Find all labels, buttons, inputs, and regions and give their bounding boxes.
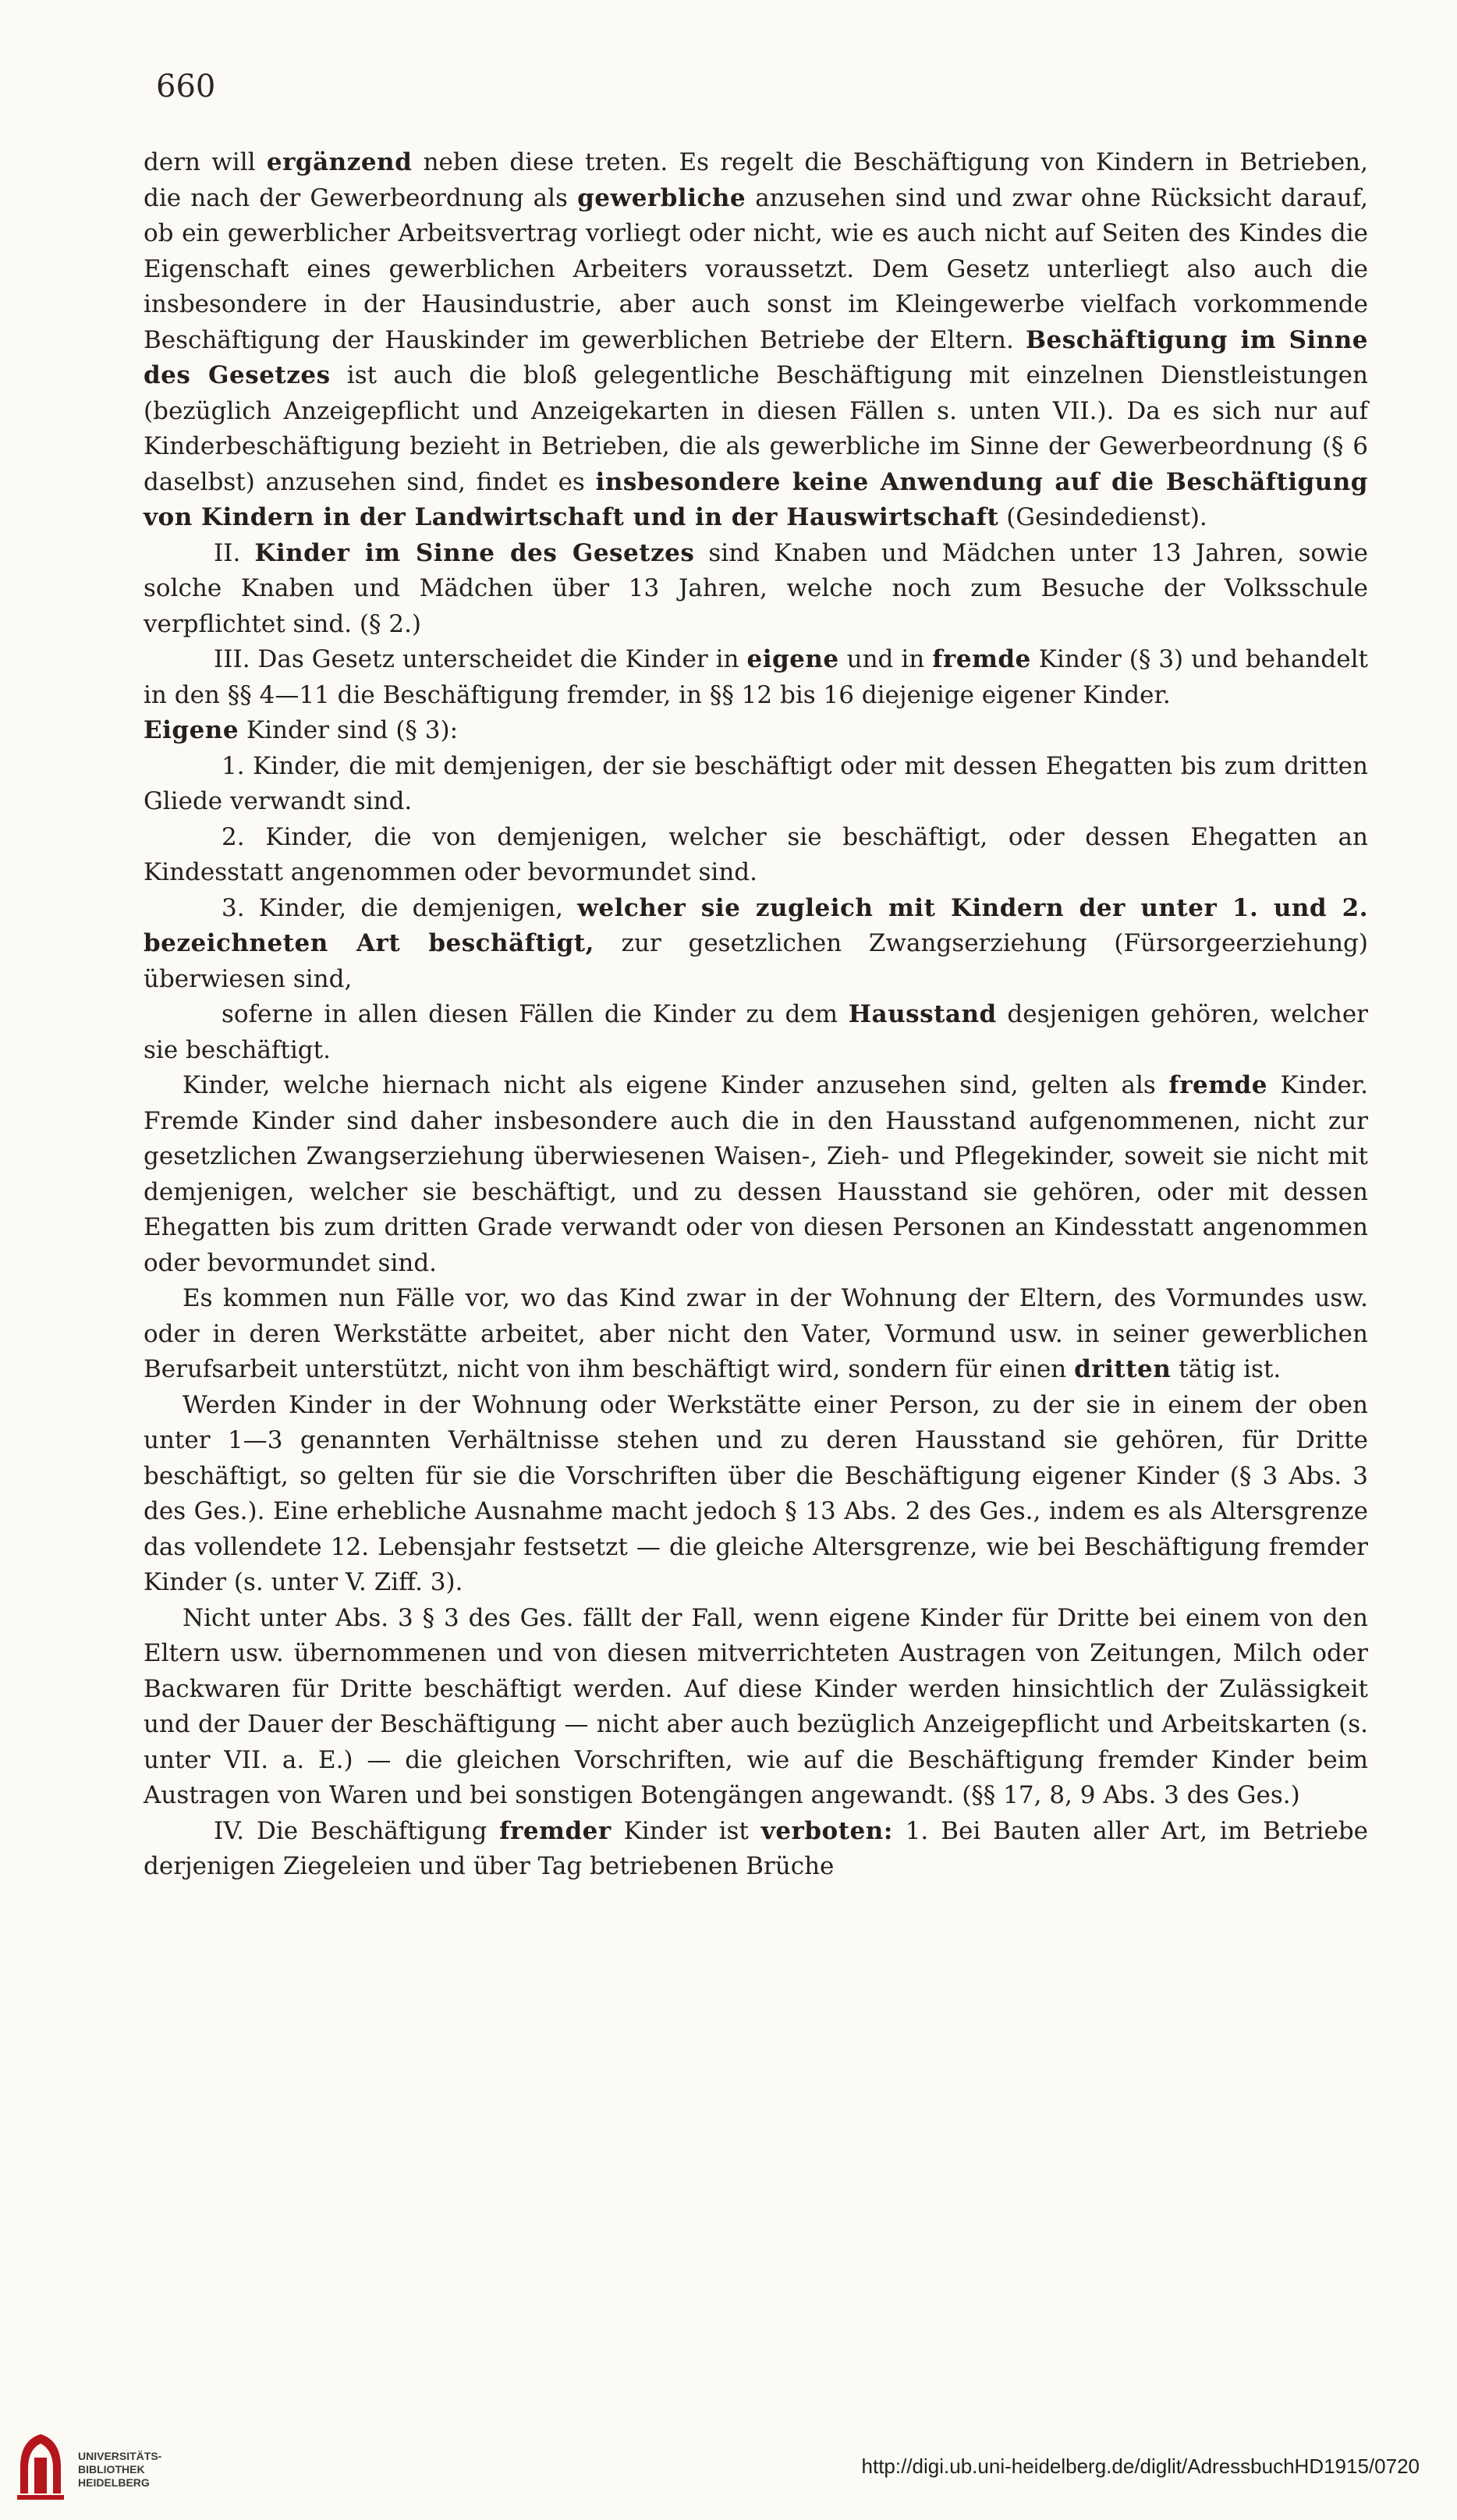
emphasis: fremde xyxy=(1168,1071,1267,1099)
section-iv: IV. Die Beschäftigung fremder Kinder ist verboten: 1. Bei Bauten aller Art, im Betriebe derjenigen Ziegeleien und über Tag betriebenen Brüche xyxy=(144,1816,1369,1880)
list-item-1: 1. Kinder, die mit demjenigen, der sie beschäftigt oder mit dessen Ehegatten bis zum dritten Gliede verwandt sind. xyxy=(144,751,1368,815)
paragraph-hausstand: soferne in allen diesen Fällen die Kinder zu dem Hausstand desjenigen gehören, welcher sie beschäftigt. xyxy=(144,1000,1368,1064)
university-library-emblem-icon xyxy=(14,2426,67,2503)
paragraph-intro: dern will ergänzend neben diese treten. Es regelt die Beschäftigung von Kindern in Betrieben, die nach der Gewerbeordnung als gewerbliche anzusehen sind und zwar ohne Rücksicht darauf, ob ein gewerblicher Arbeitsvertrag vorliegt oder nicht, wie es auch nicht auf Seiten des Kindes die Eigenschaft eines gewerblichen Arbeiters voraussetzt. Dem Gesetz unterliegt also auch die insbesondere in der Hausindustrie, aber auch sonst im Kleingewerbe vielfach vorkommende Beschäftigung der Hauskinder im gewerblichen Betriebe der Eltern. Beschäftigung im Sinne des Gesetzes ist auch die bloß gelegentliche Beschäftigung mit einzelnen Dienstleistungen (bezüglich Anzeigepflicht und Anzeigekarten in diesen Fällen s. unten VII.). Da es sich nur auf Kinderbeschäftigung bezieht in Betrieben, die als gewerbliche im Sinne der Gewerbeordnung (§ 6 daselbst) anzusehen sind, findet es insbesondere keine Anwendung auf die Beschäftigung von Kindern in der Landwirtschaft und in der Hauswirtschaft (Gesindedienst). xyxy=(144,148,1369,531)
library-logo[interactable] xyxy=(14,2426,201,2504)
footer-bar xyxy=(0,2411,1457,2520)
emphasis: eigene xyxy=(746,645,839,673)
page-number: 660 xyxy=(156,69,216,105)
emphasis: Hausstand xyxy=(848,1000,997,1028)
eigene-heading: Eigene Kinder sind (§ 3): xyxy=(144,716,459,744)
logo-line-2: BIBLIOTHEK xyxy=(78,2463,145,2476)
paragraph-werden: Werden Kinder in der Wohnung oder Werkstätte einer Person, zu der sie in einem der oben unter 1—3 genannten Verhältnisse stehen und zu deren Hausstand sie gehören, für Dritte beschäftigt, so gelten für sie die Vorschriften über die Beschäftigung eigener Kinder (§ 3 Abs. 3 des Ges.). Eine erhebliche Ausnahme macht jedoch § 13 Abs. 2 des Ges., indem es als Altersgrenze das vollendete 12. Lebensjahr festsetzt — die gleiche Altersgrenze, wie bei Beschäftigung fremder Kinder (s. unter V. Ziff. 3). xyxy=(144,1390,1368,1596)
logo-line-3: HEIDELBERG xyxy=(78,2476,150,2489)
library-logo-text xyxy=(78,2450,161,2490)
emphasis: dritten xyxy=(1074,1355,1172,1383)
body-text xyxy=(144,145,1368,1885)
emphasis: gewerbliche xyxy=(577,183,746,212)
logo-line-1: UNIVERSITÄTS- xyxy=(78,2450,162,2462)
paragraph-fremde: Kinder, welche hiernach nicht als eigene Kinder anzusehen sind, gelten als fremde Kinder. Fremde Kinder sind daher insbesondere auch die in den Hausstand aufgenommenen, nicht zur gesetzlichen Zwangserziehung überwiesenen Waisen-, Zieh- und Pflegekinder, soweit sie nicht mit demjenigen, welcher sie beschäftigt, und zu dessen Hausstand sie gehören, oder mit dessen Ehegatten bis zum dritten Grade verwandt oder von diesen Personen an Kindesstatt angenommen oder bevormundet sind. xyxy=(144,1071,1368,1277)
section-ii: II. Kinder im Sinne des Gesetzes sind Knaben und Mädchen unter 13 Jahren, sowie solche Knaben und Mädchen über 13 Jahren, welche noch zum Besuche der Volksschule verpflichtet sind. (§ 2.) xyxy=(144,538,1369,638)
emphasis: Eigene xyxy=(144,716,239,744)
emphasis: fremde xyxy=(932,645,1031,673)
paragraph-nicht-unter: Nicht unter Abs. 3 § 3 des Ges. fällt der Fall, wenn eigene Kinder für Dritte bei einem von den Eltern usw. übernommenen und von diesen mitverrichteten Austragen von Zeitungen, Milch oder Backwaren für Dritte beschäftigt werden. Auf diese Kinder werden hinsichtlich der Zulässigkeit und der Dauer der Beschäftigung — nicht aber auch bezüglich Anzeigepflicht und Arbeitskarten (s. unter VII. a. E.) — die gleichen Vorschriften, wie auf die Beschäftigung fremder Kinder beim Austragen von Waren und bei sonstigen Botengängen angewandt. (§§ 17, 8, 9 Abs. 3 des Ges.) xyxy=(144,1603,1368,1809)
emphasis: Beschäftigung im Sinne des Gesetzes xyxy=(144,325,1368,389)
emphasis: welcher sie zugleich mit Kindern der unter 1. und 2. bezeichneten Art beschäftigt, xyxy=(144,893,1369,957)
list-item-2: 2. Kinder, die von demjenigen, welcher sie beschäftigt, oder dessen Ehegatten an Kindesstatt angenommen oder bevormundet sind. xyxy=(144,822,1368,886)
emphasis: fremder xyxy=(499,1816,612,1845)
emphasis: Kinder im Sinne des Gesetzes xyxy=(254,538,695,567)
emphasis: verboten: xyxy=(760,1816,893,1845)
section-iii: III. Das Gesetz unterscheidet die Kinder in eigene und in fremde Kinder (§ 3) und behandelt in den §§ 4—11 die Beschäftigung fremder, in §§ 12 bis 16 diejenige eigener Kinder. xyxy=(144,645,1368,709)
source-url-link[interactable]: http://digi.ub.uni-heidelberg.de/diglit/AdressbuchHD1915/0720 xyxy=(861,2454,1420,2478)
list-item-3: 3. Kinder, die demjenigen, welcher sie zugleich mit Kindern der unter 1. und 2. bezeichneten Art beschäftigt, zur gesetzlichen Zwangserziehung (Fürsorgeerziehung) überwiesen sind, xyxy=(144,893,1369,993)
paragraph-faelle: Es kommen nun Fälle vor, wo das Kind zwar in der Wohnung der Eltern, des Vormundes usw. oder in deren Werkstätte arbeitet, aber nicht den Vater, Vormund usw. in seiner gewerblichen Berufsarbeit unterstützt, nicht von ihm beschäftigt wird, sondern für einen dritten tätig ist. xyxy=(144,1284,1368,1383)
emphasis: ergänzend xyxy=(266,148,413,176)
emphasis: insbesondere keine Anwendung auf die Beschäftigung von Kindern in der Landwirtschaft und in der Hauswirtschaft xyxy=(144,467,1368,531)
